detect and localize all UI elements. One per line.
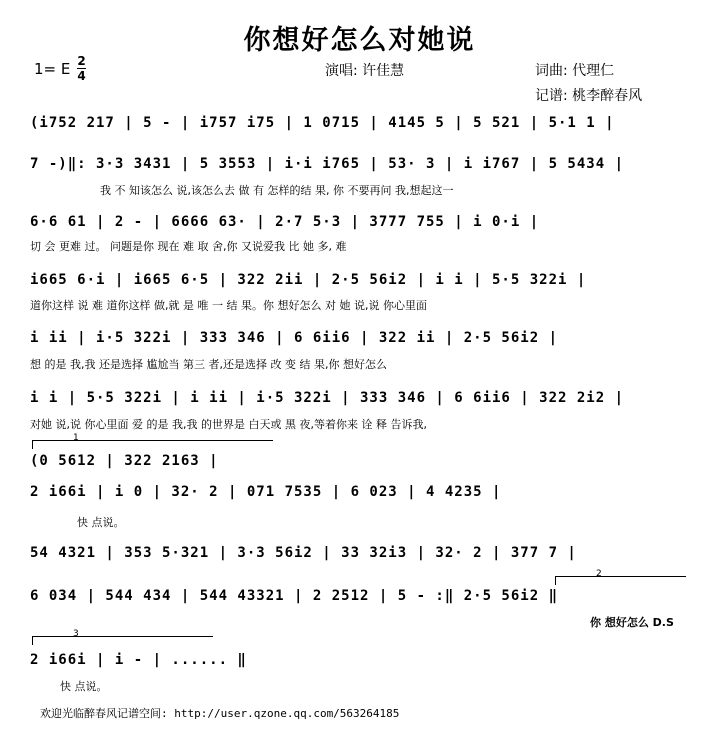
notation-row-text: 6 034 | 544 434 | 544 43321 | 2 2512 | 5 - :‖ 2·5 56i2 ‖ [30, 588, 559, 604]
notation-row-8 [30, 484, 690, 506]
notation-row-5 [30, 330, 690, 352]
volta-number: 3 [73, 629, 79, 639]
time-signature-bottom: 4 [77, 69, 86, 83]
lyric-text: 道你这样 说 难 道你这样 做,就 是 唯 一 结 果。你 想好怎么 对 她 说,说 你心里面 [30, 299, 427, 312]
transcriber-credit: 记谱: 桃李醉春风 [535, 88, 643, 104]
notation-row-text: (0 5612 | 322 2163 | [30, 453, 219, 469]
notation-row-10 [30, 588, 690, 610]
lyric-text: 你 想好怎么 D.S [590, 616, 674, 629]
notation-row-text: i665 6·i | i665 6·5 | 322 2ii | 2·5 56i2 | i i | 5·5 322i | [30, 272, 587, 288]
notation-row-text: 6·6 61 | 2 - | 6666 63· | 2·7 5·3 | 3777 755 | i 0·i | [30, 214, 540, 230]
lyric-text: 想 的是 我,我 还是选择 尴尬当 第三 者,还是选择 改 变 结 果,你 想好怎么 [30, 358, 387, 371]
notation-row-text: 7 -)‖: 3·3 3431 | 5 3553 | i·i i765 | 53· 3 | i i767 | 5 5434 | [30, 156, 625, 172]
lyric-text: 对她 说,说 你心里面 爱 的是 我,我 的世界是 白天或 黑 夜,等着你来 诠 释 告诉我, [30, 418, 427, 431]
notation-row-7 [30, 453, 690, 475]
composer-credit: 词曲: 代理仁 [535, 63, 615, 79]
notation-row-3 [30, 214, 690, 236]
notation-row-6 [30, 390, 690, 412]
volta-bracket-1 [32, 433, 273, 449]
notation-row-text: (i752 217 | 5 - | i757 i75 | 1 0715 | 4145 5 | 5 521 | 5·1 1 | [30, 115, 615, 131]
notation-row-1 [30, 115, 690, 137]
lyric-text: 快 点说。 [77, 516, 125, 529]
lyric-text: 我 不 知该怎么 说,该怎么去 做 有 怎样的结 果, 你 不要再问 我,想起这一 [100, 184, 454, 197]
volta-number: 2 [596, 569, 602, 579]
notation-row-text: i i | 5·5 322i | i ii | i·5 322i | 333 346 | 6 6ii6 | 322 2i2 | [30, 390, 625, 406]
notation-row-text: 54 4321 | 353 5·321 | 3·3 56i2 | 33 32i3 | 32· 2 | 377 7 | [30, 545, 577, 561]
song-title: 你想好怎么对她说 [243, 25, 476, 56]
key-signature: 1= E [34, 60, 71, 78]
notation-row-4 [30, 272, 690, 294]
volta-bracket-3 [32, 629, 213, 645]
footer-link-text: 欢迎光临醉春风记谱空间: http://user.qzone.qq.com/563264185 [40, 707, 400, 720]
time-signature [77, 55, 86, 82]
notation-row-9 [30, 545, 690, 567]
notation-row-text: i ii | i·5 322i | 333 346 | 6 6ii6 | 322 ii | 2·5 56i2 | [30, 330, 559, 346]
volta-number: 1 [73, 433, 79, 443]
volta-bracket-2 [555, 569, 686, 585]
singer-credit: 演唱: 许佳慧 [325, 63, 405, 79]
notation-row-text: 2 i66i | i 0 | 32· 2 | 071 7535 | 6 023 | 4 4235 | [30, 484, 502, 500]
lyric-text: 快 点说。 [60, 680, 108, 693]
notation-row-text: 2 i66i | i - | ...... ‖ [30, 652, 247, 668]
lyric-text: 切 会 更难 过。 问题是你 现在 难 取 舍,你 又说爱我 比 她 多, 难 [30, 240, 347, 253]
time-signature-top: 2 [77, 54, 86, 68]
notation-row-11 [30, 652, 690, 674]
notation-row-2 [30, 156, 690, 178]
